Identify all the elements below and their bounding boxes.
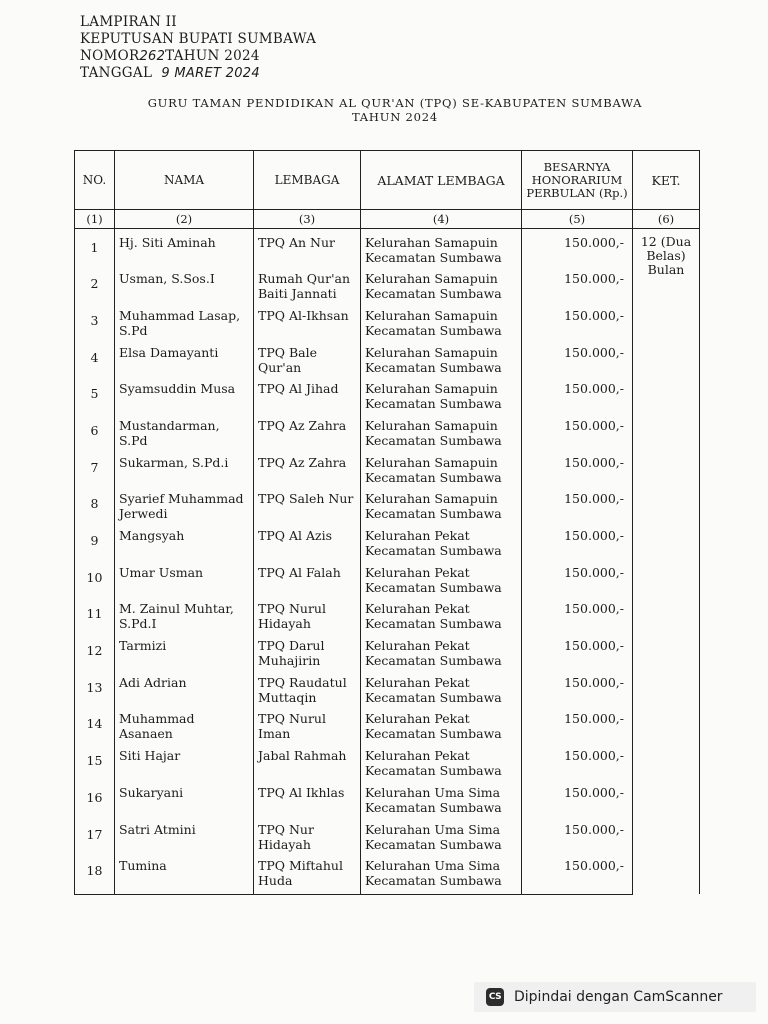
row-nama: Elsa Damayanti <box>115 339 254 376</box>
table-row <box>75 559 700 596</box>
row-honorarium: 150.000,- <box>522 559 633 596</box>
col-number-3: (3) <box>254 210 361 229</box>
row-no: 8 <box>75 485 115 522</box>
row-no: 2 <box>75 265 115 302</box>
row-nama: Syamsuddin Musa <box>115 375 254 412</box>
header-keputusan: KEPUTUSAN BUPATI SUMBAWA <box>80 31 317 47</box>
row-nama: Tumina <box>115 852 254 894</box>
table-row <box>75 669 700 706</box>
row-honorarium: 150.000,- <box>522 302 633 339</box>
row-no: 3 <box>75 302 115 339</box>
row-no: 18 <box>75 852 115 894</box>
nomor-handwritten: 262 <box>139 49 166 64</box>
row-nama: M. Zainul Muhtar, S.Pd.I <box>115 595 254 632</box>
col-header-honorarium: BESARNYA HONORARIUM PERBULAN (Rp.) <box>522 151 633 210</box>
row-alamat: Kelurahan Pekat Kecamatan Sumbawa <box>361 632 522 669</box>
table-row <box>75 595 700 632</box>
row-no: 10 <box>75 559 115 596</box>
row-lembaga: TPQ Al Ikhlas <box>254 779 361 816</box>
row-lembaga: TPQ Miftahul Huda <box>254 852 361 894</box>
header-lampiran: LAMPIRAN II <box>80 14 177 30</box>
row-alamat: Kelurahan Samapuin Kecamatan Sumbawa <box>361 229 522 266</box>
row-honorarium: 150.000,- <box>522 485 633 522</box>
row-nama: Umar Usman <box>115 559 254 596</box>
row-lembaga: TPQ Az Zahra <box>254 449 361 486</box>
camscanner-text: Dipindai dengan CamScanner <box>514 989 723 1005</box>
row-honorarium: 150.000,- <box>522 339 633 376</box>
row-alamat: Kelurahan Pekat Kecamatan Sumbawa <box>361 559 522 596</box>
table-row <box>75 485 700 522</box>
table-row <box>75 852 700 894</box>
row-lembaga: TPQ Al Jihad <box>254 375 361 412</box>
col-header-alamat: ALAMAT LEMBAGA <box>361 151 522 210</box>
col-header-ket: KET. <box>633 151 700 210</box>
row-no: 15 <box>75 742 115 779</box>
row-lembaga: TPQ Bale Qur'an <box>254 339 361 376</box>
row-lembaga: TPQ Nurul Hidayah <box>254 595 361 632</box>
row-nama: Adi Adrian <box>115 669 254 706</box>
title-line-1: GURU TAMAN PENDIDIKAN AL QUR'AN (TPQ) SE-KABUPATEN SUMBAWA <box>147 96 643 110</box>
row-nama: Siti Hajar <box>115 742 254 779</box>
row-honorarium: 150.000,- <box>522 522 633 559</box>
title-line-2: TAHUN 2024 <box>351 110 439 124</box>
row-alamat: Kelurahan Samapuin Kecamatan Sumbawa <box>361 375 522 412</box>
row-alamat: Kelurahan Uma Sima Kecamatan Sumbawa <box>361 779 522 816</box>
table-row <box>75 632 700 669</box>
row-alamat: Kelurahan Samapuin Kecamatan Sumbawa <box>361 412 522 449</box>
table-row <box>75 449 700 486</box>
row-no: 17 <box>75 816 115 853</box>
row-alamat: Kelurahan Pekat Kecamatan Sumbawa <box>361 705 522 742</box>
camscanner-icon: CS <box>486 988 504 1006</box>
row-lembaga: TPQ Saleh Nur <box>254 485 361 522</box>
row-no: 13 <box>75 669 115 706</box>
col-header-no: NO. <box>75 151 115 210</box>
col-number-4: (4) <box>361 210 522 229</box>
row-no: 16 <box>75 779 115 816</box>
table-row <box>75 302 700 339</box>
col-number-6: (6) <box>633 210 700 229</box>
row-honorarium: 150.000,- <box>522 779 633 816</box>
row-nama: Syarief Muhammad Jerwedi <box>115 485 254 522</box>
row-alamat: Kelurahan Pekat Kecamatan Sumbawa <box>361 522 522 559</box>
row-nama: Hj. Siti Aminah <box>115 229 254 266</box>
row-honorarium: 150.000,- <box>522 595 633 632</box>
row-nama: Sukaryani <box>115 779 254 816</box>
col-header-lembaga: LEMBAGA <box>254 151 361 210</box>
row-alamat: Kelurahan Samapuin Kecamatan Sumbawa <box>361 449 522 486</box>
table-row <box>75 742 700 779</box>
row-honorarium: 150.000,- <box>522 852 633 894</box>
row-lembaga: TPQ Nurul Iman <box>254 705 361 742</box>
row-lembaga: Rumah Qur'an Baiti Jannati <box>254 265 361 302</box>
row-honorarium: 150.000,- <box>522 669 633 706</box>
row-nama: Mustandarman, S.Pd <box>115 412 254 449</box>
row-lembaga: TPQ Al Azis <box>254 522 361 559</box>
col-number-1: (1) <box>75 210 115 229</box>
table-row <box>75 229 700 266</box>
row-nama: Sukarman, S.Pd.i <box>115 449 254 486</box>
row-lembaga: TPQ Raudatul Muttaqin <box>254 669 361 706</box>
row-honorarium: 150.000,- <box>522 705 633 742</box>
teacher-table <box>74 150 700 895</box>
row-alamat: Kelurahan Pekat Kecamatan Sumbawa <box>361 595 522 632</box>
table-row <box>75 339 700 376</box>
row-nama: Satri Atmini <box>115 816 254 853</box>
row-no: 1 <box>75 229 115 266</box>
col-number-2: (2) <box>115 210 254 229</box>
table-row <box>75 779 700 816</box>
row-alamat: Kelurahan Samapuin Kecamatan Sumbawa <box>361 302 522 339</box>
row-honorarium: 150.000,- <box>522 742 633 779</box>
row-honorarium: 150.000,- <box>522 816 633 853</box>
row-nama: Muhammad Lasap, S.Pd <box>115 302 254 339</box>
table-header-row <box>75 151 700 210</box>
row-lembaga: TPQ Nur Hidayah <box>254 816 361 853</box>
row-no: 14 <box>75 705 115 742</box>
row-lembaga: Jabal Rahmah <box>254 742 361 779</box>
row-alamat: Kelurahan Pekat Kecamatan Sumbawa <box>361 669 522 706</box>
col-header-nama: NAMA <box>115 151 254 210</box>
row-honorarium: 150.000,- <box>522 632 633 669</box>
row-alamat: Kelurahan Pekat Kecamatan Sumbawa <box>361 742 522 779</box>
camscanner-watermark <box>474 982 756 1012</box>
row-ket: 12 (Dua Belas) Bulan <box>633 229 700 895</box>
row-alamat: Kelurahan Samapuin Kecamatan Sumbawa <box>361 339 522 376</box>
row-honorarium: 150.000,- <box>522 375 633 412</box>
table-row <box>75 705 700 742</box>
table-row <box>75 412 700 449</box>
table-body <box>75 229 700 895</box>
row-lembaga: TPQ Al Falah <box>254 559 361 596</box>
row-no: 12 <box>75 632 115 669</box>
table-row <box>75 816 700 853</box>
row-lembaga: TPQ Darul Muhajirin <box>254 632 361 669</box>
row-honorarium: 150.000,- <box>522 412 633 449</box>
table-row <box>75 265 700 302</box>
row-nama: Tarmizi <box>115 632 254 669</box>
row-nama: Muhammad Asanaen <box>115 705 254 742</box>
table-row <box>75 522 700 559</box>
row-no: 7 <box>75 449 115 486</box>
table-row <box>75 375 700 412</box>
row-alamat: Kelurahan Uma Sima Kecamatan Sumbawa <box>361 816 522 853</box>
row-lembaga: TPQ Al-Ikhsan <box>254 302 361 339</box>
row-honorarium: 150.000,- <box>522 449 633 486</box>
row-honorarium: 150.000,- <box>522 229 633 266</box>
nomor-label: NOMOR <box>80 48 140 64</box>
tanggal-label: TANGGAL <box>80 65 153 81</box>
col-number-5: (5) <box>522 210 633 229</box>
row-no: 11 <box>75 595 115 632</box>
nomor-tahun: TAHUN 2024 <box>165 48 260 64</box>
row-no: 5 <box>75 375 115 412</box>
row-no: 6 <box>75 412 115 449</box>
row-lembaga: TPQ Az Zahra <box>254 412 361 449</box>
row-lembaga: TPQ An Nur <box>254 229 361 266</box>
table-column-number-row <box>75 210 700 229</box>
header-tanggal <box>80 65 316 82</box>
tanggal-handwritten: 9 MARET 2024 <box>161 66 260 81</box>
row-nama: Usman, S.Sos.I <box>115 265 254 302</box>
row-nama: Mangsyah <box>115 522 254 559</box>
document-title <box>0 96 768 124</box>
row-no: 9 <box>75 522 115 559</box>
header-nomor <box>80 48 316 65</box>
row-honorarium: 150.000,- <box>522 265 633 302</box>
row-no: 4 <box>75 339 115 376</box>
row-alamat: Kelurahan Samapuin Kecamatan Sumbawa <box>361 485 522 522</box>
row-alamat: Kelurahan Samapuin Kecamatan Sumbawa <box>361 265 522 302</box>
document-header <box>80 14 316 82</box>
row-alamat: Kelurahan Uma Sima Kecamatan Sumbawa <box>361 852 522 894</box>
